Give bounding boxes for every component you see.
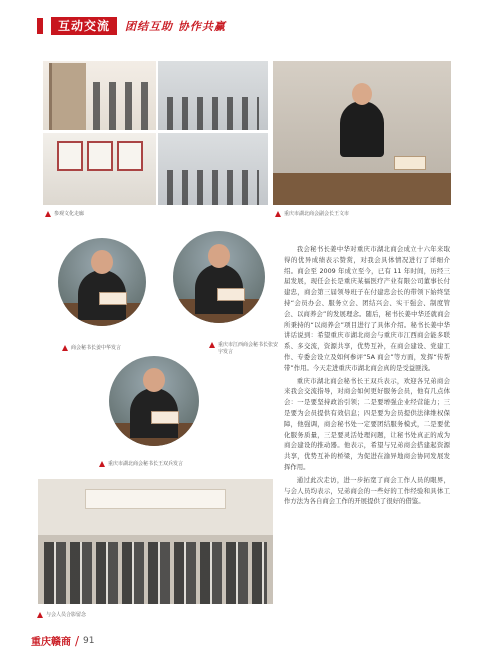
photo-exhibition-sign xyxy=(43,61,156,130)
photo-wang-wenshi xyxy=(273,61,451,205)
caption-wang-shuangbing: 重庆市湖北商会秘书长王双兵发言 xyxy=(99,461,183,468)
triangle-icon xyxy=(99,461,105,467)
section-tag: 互动交流 xyxy=(51,17,117,35)
caption-visit: 参观文化走廊 xyxy=(45,211,84,218)
caption-chen-zhonghua: 商会秘书长姜中华发言 xyxy=(62,345,152,352)
magazine-title: 重庆赣商 xyxy=(31,637,71,648)
page-number: 91 xyxy=(83,635,95,646)
caption-group: 与会人员合影留念 xyxy=(37,612,86,619)
portrait-chen-zhonghua xyxy=(58,238,146,326)
photo-exhibition-wall xyxy=(43,133,156,205)
triangle-icon xyxy=(209,342,215,348)
photo-group xyxy=(38,479,273,604)
section-slogan: 团结互助 协作共赢 xyxy=(125,20,226,33)
caption-wang-wenshi: 重庆市湖北商会副会长王文市 xyxy=(275,211,349,218)
nameplate xyxy=(394,156,426,170)
page-footer xyxy=(31,633,95,648)
article-paragraph: 重庆市湖北商会秘书长王双兵表示，欢迎各兄弟商会来我会交流指导，对商会如何更好服务会员，他有几点体会：一是要坚持政治引领；二是要增强企业经营能力；三是要为会员提供有效信息；四是要为会员提供法律维权保障，他强调，商会秘书处一定要团结服务模式，二是要优化服务质量，三是要灵活处理问题，让秘书处真正的成为商会建设的推动器。他表示，希望与兄弟商会搭建起资源共享，优势互补的桥梁，为促进在渝异地商会协同发展发挥作用。 xyxy=(284,376,450,471)
article-paragraph: 通过此次走访，进一步拓宽了商会工作人员的眼界，与会人员均表示，兄弟商会的一些好的工作经验和具体工作方法为各自商会工作的开展提供了很好的借鉴。 xyxy=(284,475,450,506)
section-header xyxy=(37,15,226,37)
portrait-wang-shuangbing xyxy=(109,356,199,446)
article-paragraph: 我会秘书长姜中华对重庆市湖北商会成立十六年来取得的优异成绩表示赞赏，对我会具体情况进行了详细介绍。商会至 2009 年成立至今，已有 11 年时间，历经三届发展，现任会长是重庆某福医疗产业有限公司董事长付建忠，商会第三届领导班子在付建忠会长的带领下始终坚持“会员办会、服务立会、团结兴会、实干强会、制度管会、以商养会”的发展理念。随后，秘书长姜中华还就商会所秉持的“以商养会”项目进行了具体介绍。秘书长姜中华讲话说到：希望重庆市湖北商会与重庆市江西商会能多联系、多交流，资源共享，优势互补，在商会建设、党建工作、专委会设立及如何参评“5A 商会”等方面，发挥“传帮带”作用。今天走进重庆市湖北商会真的是受益匪浅。 xyxy=(284,245,450,372)
triangle-icon xyxy=(62,345,68,351)
slash-divider: / xyxy=(75,633,80,648)
sign-board xyxy=(49,63,86,130)
header-accent-bar xyxy=(37,18,43,34)
caption-zhou-anyu: 重庆市江西商会秘书长张安宇发言 xyxy=(209,342,279,356)
portrait-zhou-anyu xyxy=(173,231,265,323)
triangle-icon xyxy=(45,211,51,217)
photo-exhibition-hall xyxy=(158,61,268,130)
banner xyxy=(85,489,226,509)
triangle-icon xyxy=(275,211,281,217)
triangle-icon xyxy=(37,612,43,618)
photo-exhibition-corridor xyxy=(158,133,268,205)
article-body xyxy=(284,244,450,507)
